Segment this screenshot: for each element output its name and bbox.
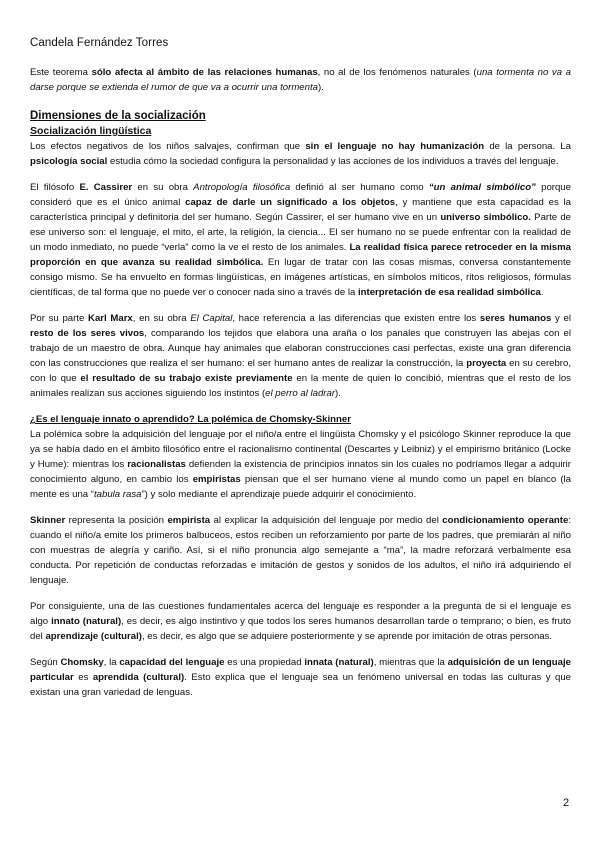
paragraph-humanization xyxy=(30,139,571,169)
text-run: ). xyxy=(335,388,341,399)
text-run: Según xyxy=(30,657,61,668)
bold-run: resto de los seres vivos xyxy=(30,328,145,339)
text-run: piensan que el ser humano viene al mundo como un papel en blanco (la mente es una “ xyxy=(30,474,571,500)
text-run: y el xyxy=(551,313,571,324)
section-subtitle: Socialización lingüística xyxy=(30,125,152,137)
bold-run: E. Cassirer xyxy=(79,182,133,193)
text-run: El filósofo xyxy=(30,182,80,193)
text-run: ”) y solo mediante el aprendizaje puede adquirir el conocimiento. xyxy=(141,489,417,500)
bold-run: empiristas xyxy=(192,474,241,485)
bold-run: capacidad del lenguaje xyxy=(119,657,225,668)
text-run: definió al ser humano como xyxy=(290,182,429,193)
text-run: , comparando los tejidos que elabora una araña o los panales que construyen las abejas con el trabajo de un maestro de obra. Aunque hay animales que elaboran construcciones casi perfectas, existe una gran diferencia con las construcciones que realiza el ser humano: el ser humano antes de realizar la construcción, la xyxy=(30,328,571,369)
page-number: 2 xyxy=(563,797,570,809)
text-run: La polémica sobre la adquisición del lenguaje por el niño/a entre el lingüista Chomsky y el psicólogo Skinner reproduce la que ya se había dado en el ámbito filosófico entre el racionalismo continental (Descartes y Leibniz) y el empirismo británico (Locke y Hume): mientras los xyxy=(30,429,571,470)
bold-run: el resultado de su trabajo existe previamente xyxy=(80,373,293,384)
text-run: ). xyxy=(317,82,324,93)
bold-run: seres humanos xyxy=(479,313,552,324)
text-run: es una propiedad xyxy=(224,657,305,668)
bold-run: adquisición de un lenguaje particular xyxy=(30,657,571,683)
bold-run: aprendizaje (cultural) xyxy=(45,631,142,642)
intro-paragraph xyxy=(30,65,571,95)
text-run: , es decir, es algo que se adquiere posteriormente y se aprende por imitación de otras personas. xyxy=(141,631,553,642)
section-title: Dimensiones de la socialización xyxy=(30,110,206,122)
bold-run: Chomsky xyxy=(60,657,104,668)
italic-run: tabula rasa xyxy=(94,489,142,500)
bold-run: psicología social xyxy=(30,156,108,167)
text-run: Por consiguiente, una de las cuestiones fundamentales acerca del lenguaje es responder a la pregunta de si el lenguaje es algo xyxy=(30,601,571,627)
italic-run: Antropología filosófica xyxy=(193,182,291,193)
text-run: Por su parte xyxy=(30,313,89,324)
text-run: en la mente de quien lo concibió, mientras que el resto de los animales realizan sus acciones siguiendo los instintos ( xyxy=(30,373,571,399)
text-run: en su obra xyxy=(132,182,194,193)
text-run: en su cerebro, con lo que xyxy=(30,358,572,384)
text-run: . xyxy=(540,287,544,298)
text-run: . Esto explica que el lenguaje sea un fenómeno universal en todas las culturas y que existan una gran variedad de lenguas. xyxy=(30,672,571,698)
paragraph-consequence xyxy=(30,599,571,644)
bold-run: innato (natural) xyxy=(51,616,122,627)
bold-run: sin el lenguaje no hay humanización xyxy=(305,141,485,152)
italic-run: el perro al ladrar xyxy=(265,388,336,399)
bold-italic-run: “un animal simbólico” xyxy=(428,182,536,193)
text-run: : cuando el niño/a emite los primeros balbuceos, estos reciben un reforzamiento por parte de los padres, que premiarán al niño con muestras de alegría y cariño. Así, si el niño pronuncia algo semejante a “ma”, la madre reforzará verbalmente esa conducta. Por repetición de conductas reforzadas e imitación de gestos y sonidos de los adultos, el niño irá adquiriendo el lenguaje. xyxy=(30,515,571,586)
text-run: En lugar de tratar con las cosas mismas, conversa constantemente consigo mismo. Se ha envuelto en formas lingüísticas, en imágenes artísticas, en símbolos míticos, ritos religiosos, fórmulas científicas, de tal forma que no puede ver o conocer nada sino a través de la xyxy=(30,257,572,298)
paragraph-polemic xyxy=(30,427,571,502)
text-run: , es decir, es algo instintivo y que todos los seres humanos desarrollan tarde o temprano; o bien, es fruto del xyxy=(30,616,571,642)
text-run: , en su obra xyxy=(132,313,191,324)
text-run: Parte de ese universo son: el lenguaje, el mito, el arte, la religión, la ciencia... El ser humano no se puede enfrentar con la realidad de un modo inmediato, no puede “verla” como la ve el resto de los animales. xyxy=(30,212,571,253)
text-run: de la persona. La xyxy=(484,141,571,152)
text-run: representa la posición xyxy=(65,515,168,526)
text-run: porque consideró que es el único animal xyxy=(30,182,571,208)
bold-run: La realidad física parece retroceder en la misma proporción en que avanza su realidad simbólica. xyxy=(30,242,572,268)
chomsky-skinner-heading: ¿Es el lenguaje innato o aprendido? La polémica de Chomsky-Skinner xyxy=(30,414,351,425)
bold-run: racionalistas xyxy=(127,459,186,470)
text-run: Este teorema xyxy=(30,67,92,78)
text-run: es xyxy=(73,672,93,683)
bold-run: interpretación de esa realidad simbólica xyxy=(358,287,541,298)
bold-run: condicionamiento operante xyxy=(442,515,569,526)
paragraph-marx xyxy=(30,311,571,401)
bold-run: Skinner xyxy=(30,515,66,526)
bold-run: proyecta xyxy=(466,358,507,369)
bold-run: universo simbólico. xyxy=(440,212,531,223)
document-body xyxy=(30,65,571,700)
text-run: , y mantiene que esta capacidad es la característica principal y definitoria del ser humano. Según Cassirer, el ser humano vive en un xyxy=(30,197,571,223)
italic-run: una tormenta no va a darse porque se extienda el rumor de que va a ocurrir una tormenta xyxy=(30,67,571,93)
text-run: estudia cómo la sociedad configura la personalidad y las acciones de los individuos a través del lenguaje. xyxy=(107,156,559,167)
paragraph-cassirer xyxy=(30,180,571,300)
bold-run: Karl Marx xyxy=(88,313,133,324)
text-run: Los efectos negativos de los niños salvajes, confirman que xyxy=(30,141,306,152)
text-run: , la xyxy=(103,657,120,668)
bold-run: empirista xyxy=(167,515,211,526)
bold-run: innata (natural) xyxy=(304,657,374,668)
paragraph-chomsky xyxy=(30,655,571,700)
bold-run: sólo afecta al ámbito de las relaciones humanas xyxy=(91,67,318,78)
bold-run: capaz de darle un significado a los objetos xyxy=(185,197,396,208)
text-run: defienden la existencia de principios innatos sin los cuales no podríamos llegar a adquirir conocimiento alguno, en cambio los xyxy=(30,459,571,485)
text-run: al explicar la adquisición del lenguaje por medio del xyxy=(210,515,443,526)
text-run: , hace referencia a las diferencias que existen entre los xyxy=(232,313,480,324)
text-run: , no al de los fenómenos naturales ( xyxy=(317,67,477,78)
paragraph-skinner xyxy=(30,513,571,588)
italic-run: El Capital xyxy=(190,313,233,324)
text-run: , mientras que la xyxy=(373,657,448,668)
bold-run: aprendida (cultural) xyxy=(92,672,185,683)
author-name: Candela Fernández Torres xyxy=(30,37,169,49)
